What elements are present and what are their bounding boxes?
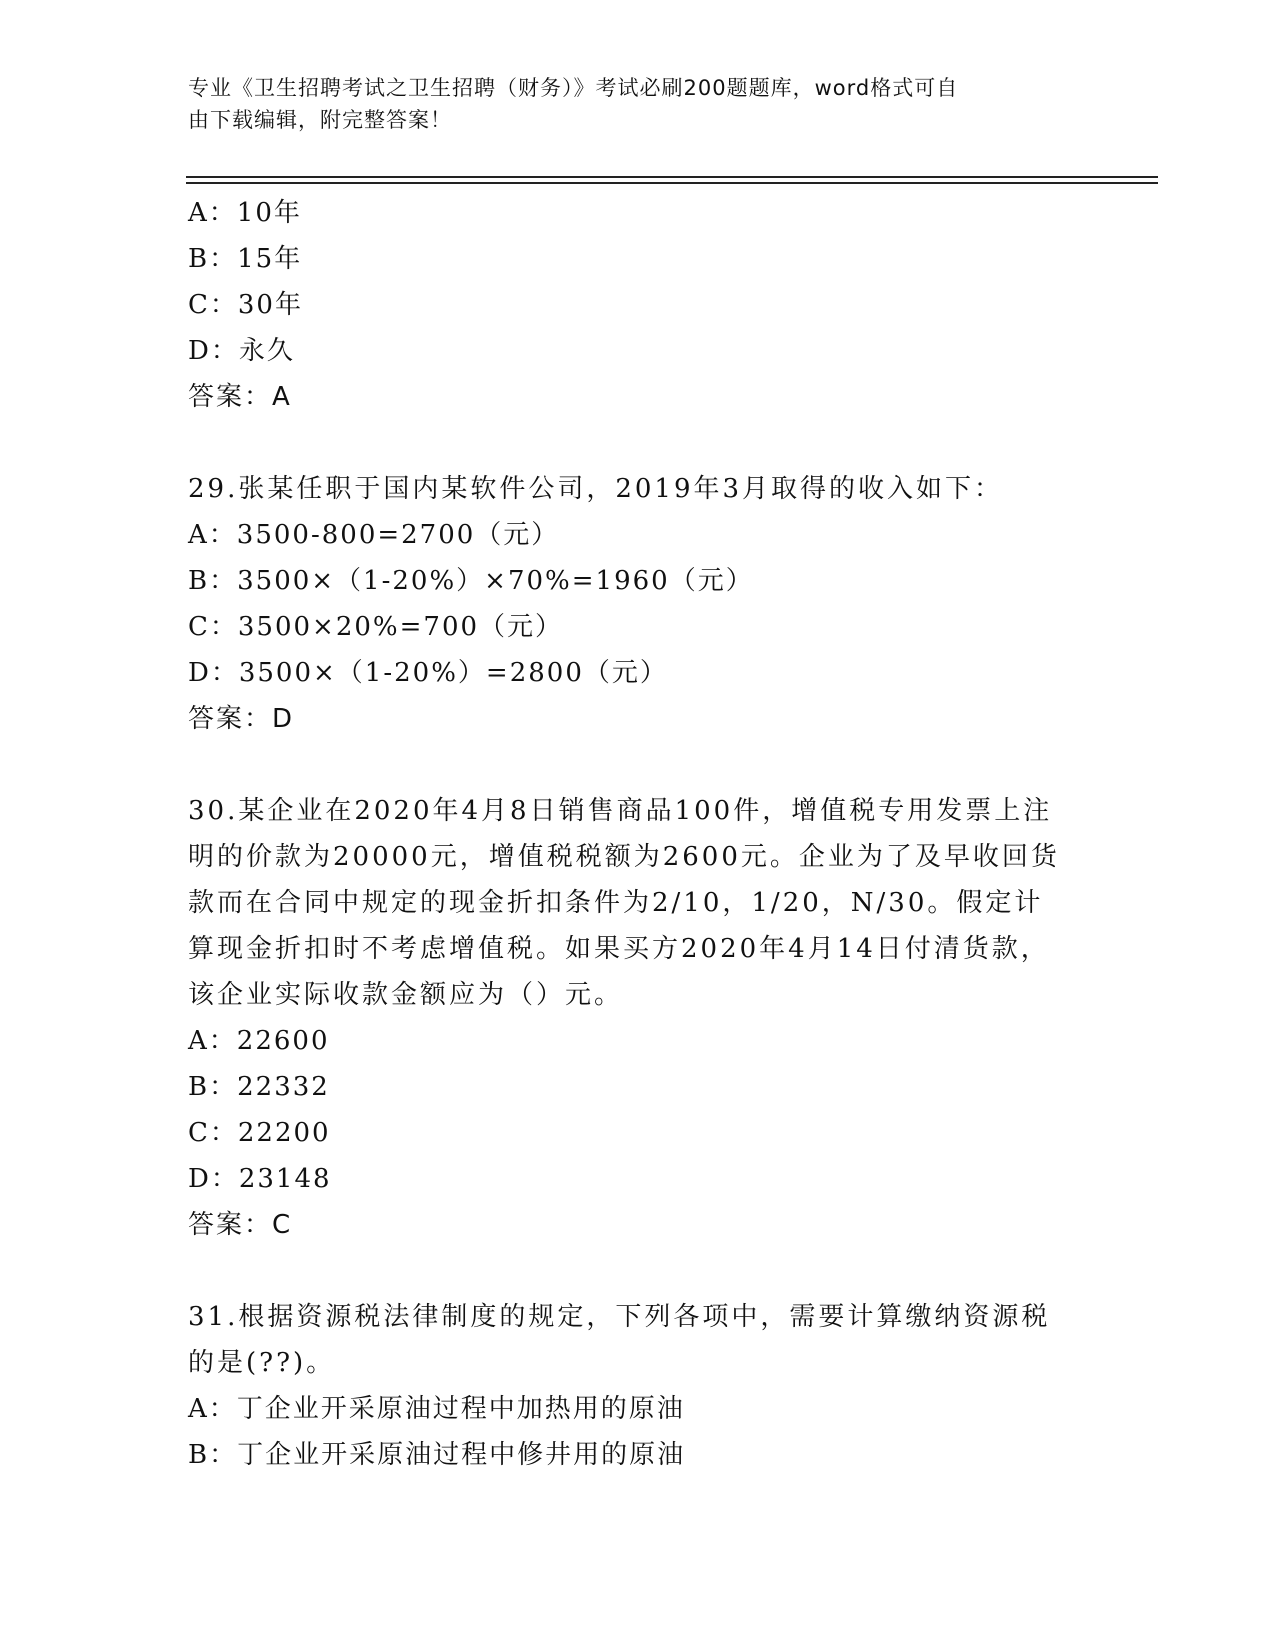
option-d: D：3500×（1-20%）=2800（元） — [188, 658, 668, 688]
spacer — [188, 420, 1088, 466]
question-stem: 29.张某任职于国内某软件公司，2019年3月取得的收入如下： — [188, 474, 1004, 504]
option-b: B：3500×（1-20%）×70%=1960（元） — [188, 566, 754, 596]
question-31 — [188, 1294, 1088, 1478]
header-line-1: 专业《卫生招聘考试之卫生招聘（财务）》考试必刷200题题库，word格式可自 — [188, 76, 959, 100]
question-stem: 31.根据资源税法律制度的规定，下列各项中，需要计算缴纳资源税的是(??)。 — [188, 1302, 1051, 1378]
question-28 — [188, 190, 1088, 420]
option-a: A：10年 — [188, 198, 302, 228]
option-b: B：15年 — [188, 244, 303, 274]
question-stem: 30.某企业在2020年4月8日销售商品100件，增值税专用发票上注明的价款为20000元，增值税税额为2600元。企业为了及早收回货款而在合同中规定的现金折扣条件为2/10，1/20，N/30。假定计算现金折扣时不考虑增值税。如果买方2020年4月14日付清货款，该企业实际收款金额应为（）元。 — [188, 796, 1060, 1010]
option-c: C：3500×20%=700（元） — [188, 612, 564, 642]
question-list — [188, 190, 1088, 1478]
option-d: D：23148 — [188, 1164, 332, 1194]
option-b: B：22332 — [188, 1072, 330, 1102]
header-rule-bottom — [186, 182, 1158, 184]
question-29 — [188, 466, 1088, 742]
header-line-2: 由下载编辑，附完整答案！ — [188, 108, 452, 132]
document-header — [188, 72, 1068, 136]
option-b: B：丁企业开采原油过程中修井用的原油 — [188, 1440, 686, 1470]
option-a: A：3500-800=2700（元） — [188, 520, 560, 550]
answer-label: 答案：C — [188, 1210, 293, 1240]
option-a: A：丁企业开采原油过程中加热用的原油 — [188, 1394, 685, 1424]
spacer — [188, 1248, 1088, 1294]
option-d: D：永久 — [188, 336, 295, 366]
header-rule-top — [186, 176, 1158, 178]
option-a: A：22600 — [188, 1026, 330, 1056]
option-c: C：22200 — [188, 1118, 331, 1148]
option-c: C：30年 — [188, 290, 303, 320]
spacer — [188, 742, 1088, 788]
answer-label: 答案：A — [188, 382, 292, 412]
answer-label: 答案：D — [188, 704, 295, 734]
question-30 — [188, 788, 1088, 1248]
